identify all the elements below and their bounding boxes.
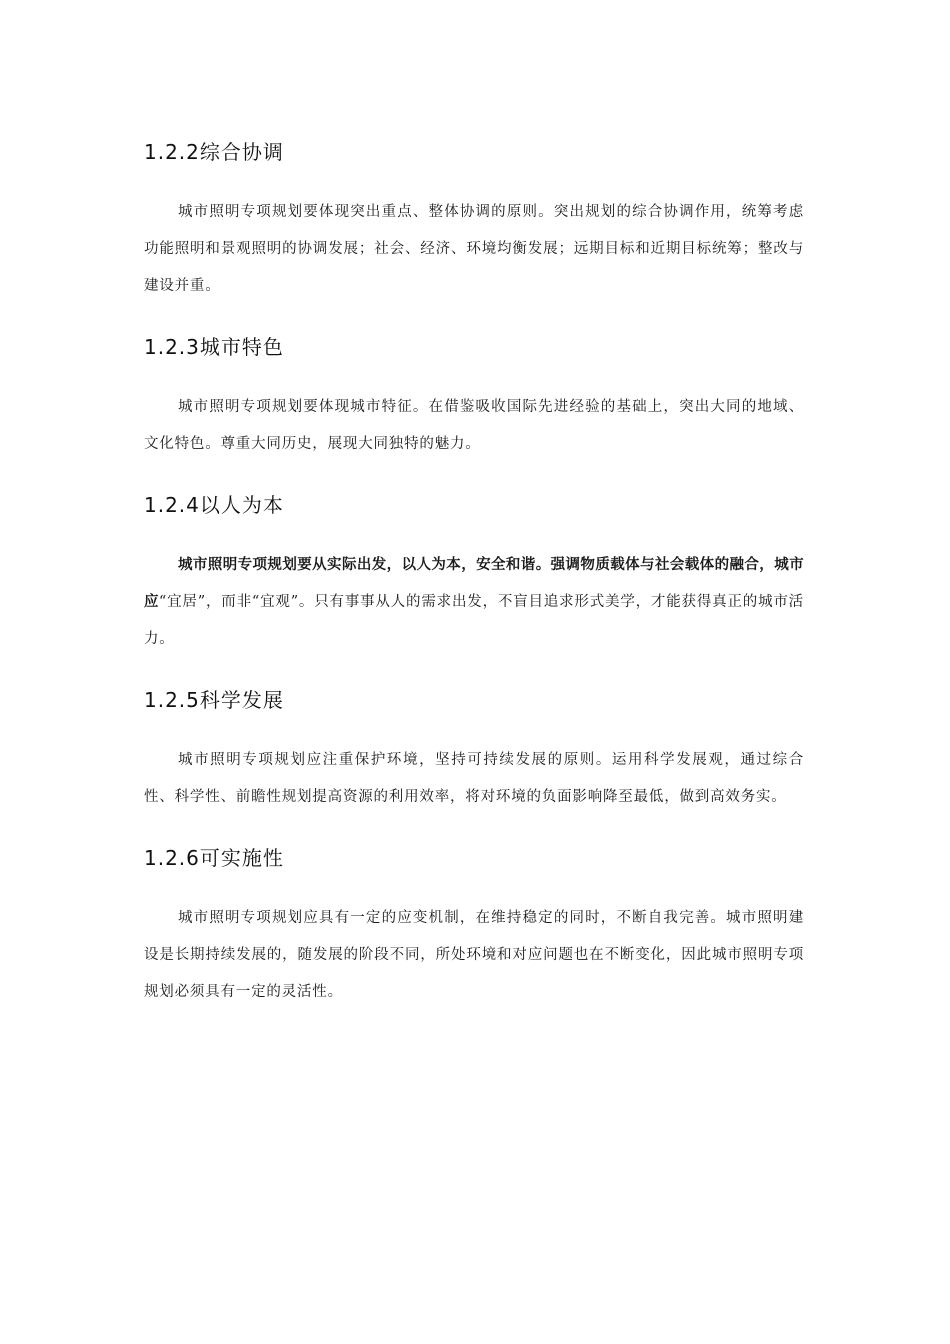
section-heading: 1.2.2综合协调 bbox=[144, 140, 284, 164]
section-paragraph bbox=[144, 547, 804, 658]
section-feasibility bbox=[144, 840, 804, 1011]
section-people-oriented bbox=[144, 487, 804, 658]
section-paragraph: 城市照明专项规划应注重保护环境，坚持可持续发展的原则。运用科学发展观，通过综合性、科学性、前瞻性规划提高资源的利用效率，将对环境的负面影响降至最低，做到高效务实。 bbox=[144, 752, 804, 805]
section-paragraph: 城市照明专项规划应具有一定的应变机制，在维持稳定的同时，不断自我完善。城市照明建设是长期持续发展的，随发展的阶段不同，所处环境和对应问题也在不断变化，因此城市照明专项规划必须具有一定的灵活性。 bbox=[144, 910, 804, 1000]
page-content bbox=[144, 134, 804, 1035]
section-heading: 1.2.5科学发展 bbox=[144, 688, 284, 712]
section-heading: 1.2.4以人为本 bbox=[144, 493, 284, 517]
section-scientific-development bbox=[144, 682, 804, 816]
section-paragraph: 城市照明专项规划要体现城市特征。在借鉴吸收国际先进经验的基础上，突出大同的地域、文化特色。尊重大同历史，展现大同独特的魅力。 bbox=[144, 399, 804, 452]
section-heading: 1.2.6可实施性 bbox=[144, 846, 284, 870]
section-heading: 1.2.3城市特色 bbox=[144, 335, 284, 359]
paragraph-bold-run: 城市照明专项规划要从实际出发，以人为本，安全和谐。强调物质载体与社会载体的融合，城市应 bbox=[144, 557, 804, 610]
section-comprehensive-coordination bbox=[144, 134, 804, 305]
section-city-characteristics bbox=[144, 329, 804, 463]
section-paragraph: 城市照明专项规划要体现突出重点、整体协调的原则。突出规划的综合协调作用，统筹考虑功能照明和景观照明的协调发展；社会、经济、环境均衡发展；远期目标和近期目标统筹；整改与建设并重。 bbox=[144, 204, 804, 294]
paragraph-regular-run: “宜居”，而非“宜观”。只有事事从人的需求出发，不盲目追求形式美学，才能获得真正的城市活力。 bbox=[144, 594, 804, 647]
